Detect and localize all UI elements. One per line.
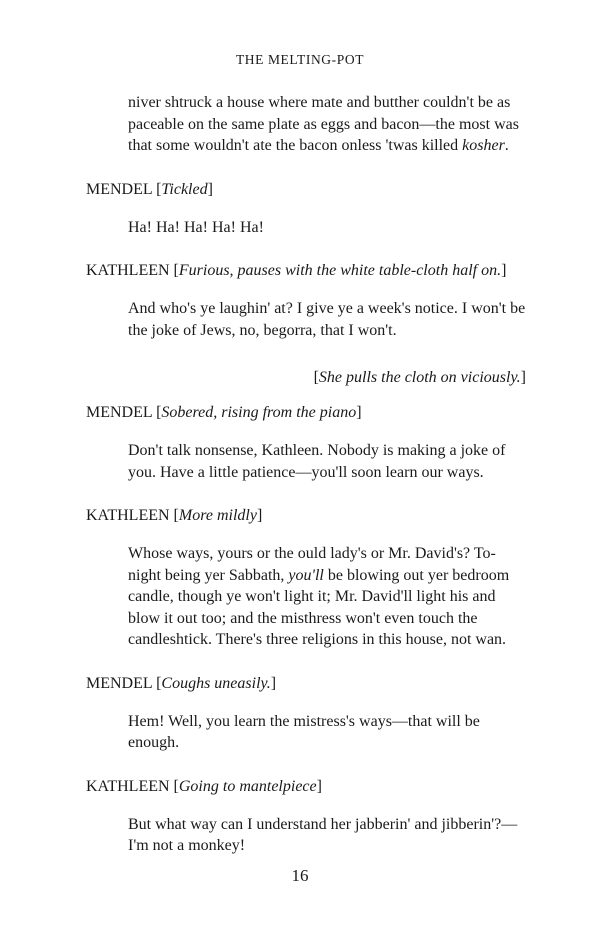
speaker-line: KATHLEEN [Going to mantelpiece] bbox=[86, 777, 322, 795]
speech-fragment: But what way can I understand her jabberin' and jibberin'?—I'm not a monkey! bbox=[128, 815, 518, 854]
speaker-line: MENDEL [Sobered, rising from the piano] bbox=[86, 404, 362, 421]
stage-direction: Going to mantelpiece bbox=[178, 777, 317, 795]
speech-fragment: be blowing out yer bedroom candle, though ye won't light it; Mr. David'll light his and blow it out too; and the misthress won't even touch the candleshtick. There's three religions in this house, not wan. bbox=[128, 566, 510, 648]
speech-text bbox=[128, 298, 526, 341]
page-number: 16 bbox=[291, 866, 309, 885]
stage-direction: More mildly bbox=[178, 507, 257, 524]
speaker-name: KATHLEEN bbox=[86, 507, 170, 524]
speech-fragment: . bbox=[504, 137, 509, 154]
speech-fragment: Hem! Well, you learn the mistress's ways—that will be enough. bbox=[128, 712, 480, 751]
speaker-name: MENDEL bbox=[86, 180, 153, 198]
speaker-line: MENDEL [Coughs uneasily.] bbox=[86, 674, 277, 692]
speech-fragment: Whose ways, yours or the ould lady's or Mr. David's? To-night being yer Sabbath, bbox=[128, 545, 496, 584]
speaker-line: KATHLEEN [More mildly] bbox=[86, 507, 263, 524]
speaker-name: MENDEL bbox=[86, 404, 153, 421]
speech-text bbox=[128, 440, 526, 483]
speech-text bbox=[128, 814, 526, 857]
speech-text bbox=[128, 711, 526, 754]
speaker-line: KATHLEEN [Furious, pauses with the white table-cloth half on.] bbox=[86, 262, 507, 279]
emphasis-text: kosher bbox=[462, 137, 505, 154]
stage-direction: Sobered, rising from the piano bbox=[161, 404, 357, 421]
speech-fragment: And who's ye laughin' at? I give ye a week's notice. I won't be the joke of Jews, no, begorra, that I won't. bbox=[128, 300, 526, 339]
play-text bbox=[86, 92, 526, 879]
stage-direction: She pulls the cloth on viciously. bbox=[318, 369, 521, 386]
speaker-line: MENDEL [Tickled] bbox=[86, 180, 213, 198]
speech-text bbox=[128, 92, 526, 157]
speech-fragment: Ha! Ha! Ha! Ha! Ha! bbox=[128, 218, 264, 236]
speech-text bbox=[128, 217, 526, 239]
speaker-name: MENDEL bbox=[86, 674, 153, 692]
stage-direction: Tickled bbox=[161, 180, 208, 198]
speaker-name: KATHLEEN bbox=[86, 777, 170, 795]
stage-direction: Coughs uneasily. bbox=[161, 674, 271, 692]
speech-fragment: niver shtruck a house where mate and butther couldn't be as paceable on the same plate as eggs and bacon—the most was that some wouldn't ate the bacon onless 'twas killed bbox=[128, 94, 519, 154]
stage-direction: Furious, pauses with the white table-cloth half on. bbox=[178, 262, 502, 279]
stage-direction-line: [She pulls the cloth on viciously.] bbox=[313, 369, 526, 386]
speech-text bbox=[128, 543, 526, 651]
speech-fragment: Don't talk nonsense, Kathleen. Nobody is making a joke of you. Have a little patience—you'll soon learn our ways. bbox=[128, 442, 506, 481]
running-head: THE MELTING-POT bbox=[235, 52, 365, 67]
emphasis-text: you'll bbox=[288, 566, 324, 584]
speaker-name: KATHLEEN bbox=[86, 262, 170, 279]
